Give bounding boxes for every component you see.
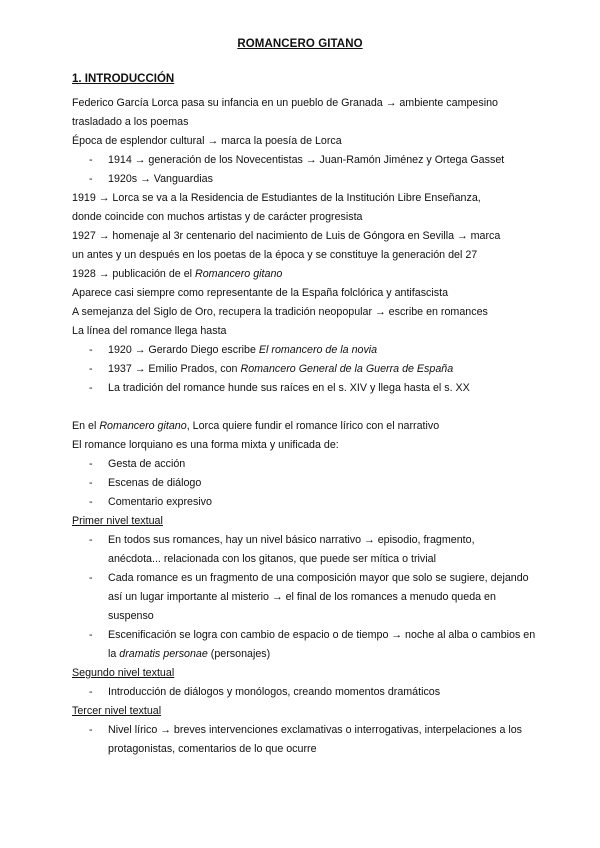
- text: (personajes): [207, 648, 271, 660]
- bullet-list: [72, 721, 532, 759]
- book-title: Romancero gitano: [195, 268, 283, 280]
- intro-line: trasladado a los poemas: [72, 116, 189, 128]
- level-heading: Primer nivel textual: [72, 515, 163, 527]
- book-title: Romancero General de la Guerra de España: [240, 363, 454, 375]
- bullet-list: [72, 531, 536, 664]
- bullet-list: [72, 455, 532, 512]
- list-item: - Gesta de acción: [72, 455, 532, 474]
- intro-line: 1919 → Lorca se va a la Residencia de Estudiantes de la Institución Libre Enseñanza,: [72, 192, 481, 204]
- intro-line: Aparece casi siempre como representante de la España folclórica y antifascista: [72, 287, 449, 299]
- document-body: [72, 94, 536, 759]
- analysis-line: [72, 417, 532, 436]
- intro-line: [72, 265, 532, 284]
- intro-line: Época de esplendor cultural → marca la poesía de Lorca: [72, 135, 342, 147]
- analysis-line: El romance lorquiano es una forma mixta y unificada de:: [72, 439, 339, 451]
- text: 1920 → Gerardo Diego escribe: [108, 344, 259, 356]
- text: 1928 → publicación de el: [72, 268, 195, 280]
- intro-line: La línea del romance llega hasta: [72, 325, 227, 337]
- intro-line: A semejanza del Siglo de Oro, recupera la tradición neopopular → escribe en romances: [72, 306, 488, 318]
- text: 1937 → Emilio Prados, con: [108, 363, 241, 375]
- bullet-list: [72, 151, 532, 189]
- book-title: Romancero gitano: [99, 420, 187, 432]
- list-item: - 1920s → Vanguardias: [72, 170, 532, 189]
- list-item: [72, 626, 538, 664]
- list-item: - En todos sus romances, hay un nivel básico narrativo → episodio, fragmento, anécdota... relacionada con los gitanos, que puede ser mítica o trivial: [72, 531, 518, 569]
- list-item: - La tradición del romance hunde sus raíces en el s. XIV y llega hasta el s. XX: [72, 379, 532, 398]
- intro-line: donde coincide con muchos artistas y de carácter progresista: [72, 211, 363, 223]
- intro-line: un antes y un después en los poetas de la época y se constituye la generación del 27: [72, 249, 478, 261]
- level-heading: Segundo nivel textual: [72, 667, 175, 679]
- text: , Lorca quiere fundir el romance lírico con el narrativo: [186, 420, 440, 432]
- section-heading: 1. INTRODUCCIÓN: [72, 73, 175, 85]
- list-item: - 1914 → generación de los Novecentistas → Juan-Ramón Jiménez y Ortega Gasset: [72, 151, 532, 170]
- bullet-list: [72, 341, 532, 398]
- text: Escenificación se logra con cambio de espacio o de tiempo → noche al alba o cambios en la: [108, 629, 536, 660]
- list-item: [72, 341, 532, 360]
- list-item: - Comentario expresivo: [72, 493, 532, 512]
- bullet-list: [72, 683, 532, 702]
- list-item: [72, 360, 532, 379]
- term: dramatis personae: [119, 648, 208, 660]
- document-title: ROMANCERO GITANO: [237, 38, 363, 50]
- list-item: - Introducción de diálogos y monólogos, creando momentos dramáticos: [72, 683, 532, 702]
- list-item: - Nivel lírico → breves intervenciones exclamativas o interrogativas, interpelaciones a los protagonistas, comentarios de lo que ocurre: [72, 721, 538, 759]
- list-item: - Cada romance es un fragmento de una composición mayor que solo se sugiere, dejando así un lugar importante al misterio → el final de los romances a menudo queda en suspenso: [72, 569, 538, 626]
- list-item: - Escenas de diálogo: [72, 474, 532, 493]
- spacer: [72, 398, 532, 417]
- intro-line: Federico García Lorca pasa su infancia en un pueblo de Granada → ambiente campesino: [72, 97, 498, 109]
- text: En el: [72, 420, 100, 432]
- level-heading: Tercer nivel textual: [72, 705, 162, 717]
- book-title: El romancero de la novia: [258, 344, 378, 356]
- intro-line: 1927 → homenaje al 3r centenario del nacimiento de Luis de Góngora en Sevilla → marca: [72, 230, 501, 242]
